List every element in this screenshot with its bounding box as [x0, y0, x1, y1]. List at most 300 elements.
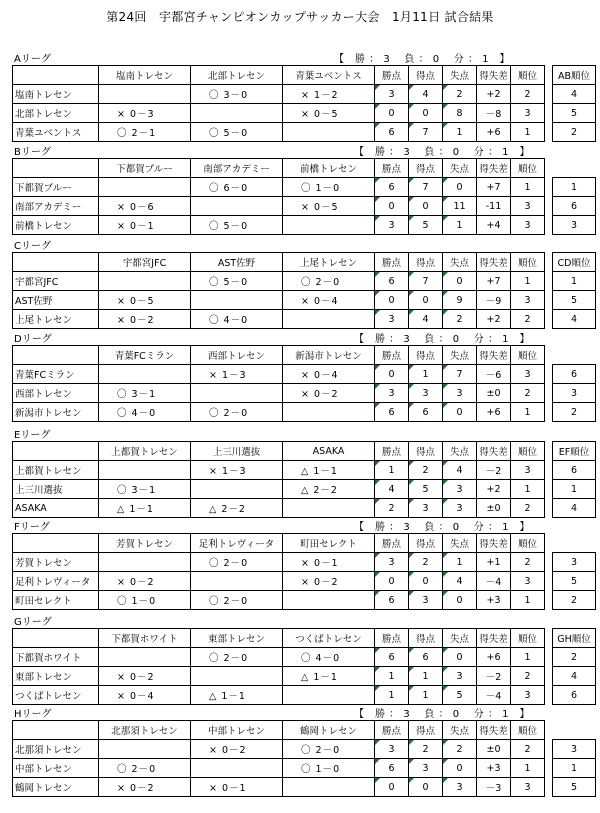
stat-header: 勝点: [375, 66, 409, 85]
team-name: 上都賀トレセン: [13, 461, 99, 480]
stat-value: 3: [443, 384, 477, 403]
stat-value: +3: [477, 759, 511, 778]
team-name: 中部トレセン: [13, 759, 99, 778]
stat-value: 6: [375, 178, 409, 197]
stat-value: 0: [375, 104, 409, 123]
group-rank-value: 6: [553, 686, 596, 705]
stat-value: +2: [477, 85, 511, 104]
stat-value: －4: [477, 572, 511, 591]
stat-value: 2: [511, 310, 545, 329]
stat-value: 3: [375, 85, 409, 104]
group-rank-value: 1: [553, 759, 596, 778]
stat-value: 6: [409, 648, 443, 667]
team-name: AST佐野: [13, 291, 99, 310]
stat-value: 7: [443, 365, 477, 384]
stat-value: +1: [477, 553, 511, 572]
team-column-header: 塩南トレセン: [99, 66, 191, 85]
group-rank-header: EF順位: [553, 442, 596, 461]
match-result: × 0－5: [99, 291, 191, 310]
team-name: 北那須トレセン: [13, 740, 99, 759]
spacer: [545, 384, 553, 403]
stat-value: 2: [409, 740, 443, 759]
stat-value: +6: [477, 403, 511, 422]
stat-header: 得失差: [477, 534, 511, 553]
group-rank-header: GH順位: [553, 629, 596, 648]
match-result: 〇 2－0: [99, 759, 191, 778]
stat-header: 得点: [409, 253, 443, 272]
self-cell: [99, 85, 191, 104]
stat-value: 2: [511, 667, 545, 686]
match-result: 〇 3－1: [99, 480, 191, 499]
spacer: [545, 740, 553, 759]
group-rank-value: 4: [553, 667, 596, 686]
match-result: 〇 1－0: [283, 759, 375, 778]
match-result: 〇 5－0: [191, 216, 283, 235]
stat-value: 6: [375, 759, 409, 778]
group-rank-value: 1: [553, 178, 596, 197]
spacer: [545, 721, 553, 740]
stat-value: 2: [511, 740, 545, 759]
table-row: [13, 480, 596, 499]
table-row: [13, 403, 596, 422]
corner-cell: [13, 629, 99, 648]
stat-header: 勝点: [375, 534, 409, 553]
group-rank-value: 4: [553, 499, 596, 518]
stat-header: 失点: [443, 66, 477, 85]
stat-header: 順位: [511, 629, 545, 648]
stat-value: 1: [443, 123, 477, 142]
team-column-header: 青葉ユベントス: [283, 66, 375, 85]
header-row: [13, 721, 596, 740]
team-column-header: 芳賀トレセン: [99, 534, 191, 553]
stat-header: 順位: [511, 66, 545, 85]
spacer: [545, 480, 553, 499]
stat-value: 1: [409, 686, 443, 705]
stat-value: 0: [409, 197, 443, 216]
self-cell: [191, 572, 283, 591]
table-row: [13, 591, 596, 610]
match-result: 〇 4－0: [283, 648, 375, 667]
stat-header: 得点: [409, 442, 443, 461]
group-rank-value: 2: [553, 648, 596, 667]
team-column-header: 新潟市トレセン: [283, 346, 375, 365]
table-row: [13, 572, 596, 591]
spacer: [545, 253, 553, 272]
table-row: [13, 197, 596, 216]
stat-value: 2: [443, 740, 477, 759]
stat-value: 6: [375, 591, 409, 610]
stat-value: 0: [443, 648, 477, 667]
stat-value: 0: [375, 365, 409, 384]
stat-value: 2: [443, 310, 477, 329]
match-result: × 1－2: [283, 85, 375, 104]
spacer: [545, 778, 553, 797]
corner-cell: [13, 534, 99, 553]
stat-header: 得失差: [477, 346, 511, 365]
stat-value: 2: [443, 85, 477, 104]
self-cell: [283, 686, 375, 705]
team-name: 芳賀トレセン: [13, 553, 99, 572]
stat-header: 得失差: [477, 253, 511, 272]
match-result: × 0－5: [283, 197, 375, 216]
team-name: 上三川選抜: [13, 480, 99, 499]
stat-value: 5: [409, 480, 443, 499]
group-rank-value: 3: [553, 216, 596, 235]
team-column-header: ASAKA: [283, 442, 375, 461]
self-cell: [283, 216, 375, 235]
group-rank-value: 3: [553, 553, 596, 572]
stat-value: －2: [477, 667, 511, 686]
match-result: × 0－2: [99, 572, 191, 591]
stat-value: +6: [477, 648, 511, 667]
corner-cell: [13, 253, 99, 272]
stat-value: 5: [443, 686, 477, 705]
match-result: △ 1－1: [99, 499, 191, 518]
stat-value: 0: [443, 591, 477, 610]
stat-value: 3: [443, 480, 477, 499]
match-result: × 1－3: [191, 461, 283, 480]
stat-value: 0: [375, 572, 409, 591]
match-result: 〇 5－0: [191, 123, 283, 142]
match-result: 〇 2－0: [191, 553, 283, 572]
stat-header: 失点: [443, 534, 477, 553]
stat-value: 1: [375, 686, 409, 705]
stat-value: 0: [443, 759, 477, 778]
group-rank-value: 2: [553, 591, 596, 610]
match-result: △ 2－2: [191, 499, 283, 518]
stat-header: 得失差: [477, 442, 511, 461]
match-result: 〇 1－0: [283, 178, 375, 197]
self-cell: [99, 648, 191, 667]
stat-header: 勝点: [375, 253, 409, 272]
team-column-header: 青葉FCミラン: [99, 346, 191, 365]
spacer: [553, 159, 596, 178]
table-row: [13, 123, 596, 142]
team-column-header: 町田セレクト: [283, 534, 375, 553]
group-rank-value: 6: [553, 461, 596, 480]
stat-value: ±0: [477, 740, 511, 759]
table-row: [13, 310, 596, 329]
match-result: 〇 6－0: [191, 178, 283, 197]
stat-value: －4: [477, 686, 511, 705]
team-name: 足利トレヴィータ: [13, 572, 99, 591]
corner-cell: [13, 66, 99, 85]
table-row: [13, 740, 596, 759]
group-rank-value: 5: [553, 572, 596, 591]
stat-value: 3: [443, 667, 477, 686]
stat-value: 3: [511, 686, 545, 705]
stat-value: 4: [409, 310, 443, 329]
spacer: [553, 534, 596, 553]
stat-value: 0: [443, 403, 477, 422]
stat-value: 1: [511, 591, 545, 610]
stat-value: 0: [443, 178, 477, 197]
group-rank-value: 5: [553, 291, 596, 310]
team-name: 宇都宮JFC: [13, 272, 99, 291]
stat-value: ±0: [477, 384, 511, 403]
corner-cell: [13, 721, 99, 740]
stat-value: 1: [511, 272, 545, 291]
match-result: 〇 2－0: [191, 403, 283, 422]
match-result: × 0－4: [283, 291, 375, 310]
stat-value: 3: [375, 310, 409, 329]
header-row: [13, 629, 596, 648]
stat-header: 得点: [409, 346, 443, 365]
stat-value: 3: [511, 461, 545, 480]
points-rule: 【 勝 ： 3 負 ： 0 分 ： 1 】: [334, 54, 511, 65]
stat-value: 1: [443, 216, 477, 235]
team-name: 南部アカデミー: [13, 197, 99, 216]
stat-header: 得失差: [477, 629, 511, 648]
match-result: 〇 3－0: [191, 85, 283, 104]
league-name: Aリーグ: [14, 54, 99, 66]
league-name: Bリーグ: [14, 147, 99, 159]
header-row: [13, 253, 596, 272]
self-cell: [283, 310, 375, 329]
table-row: [13, 759, 596, 778]
team-column-header: 西部トレセン: [191, 346, 283, 365]
team-name: 前橋トレセン: [13, 216, 99, 235]
stat-value: 3: [375, 216, 409, 235]
team-column-header: 下都賀ホワイト: [99, 629, 191, 648]
header-row: [13, 442, 596, 461]
match-result: × 0－2: [99, 778, 191, 797]
stat-value: 3: [409, 384, 443, 403]
stat-value: －6: [477, 365, 511, 384]
match-result: × 0－1: [283, 553, 375, 572]
match-result: 〇 3－1: [99, 384, 191, 403]
team-name: 新潟市トレセン: [13, 403, 99, 422]
team-column-header: 上尾トレセン: [283, 253, 375, 272]
spacer: [545, 442, 553, 461]
table-row: [13, 272, 596, 291]
stat-value: 4: [375, 480, 409, 499]
match-result: × 0－3: [99, 104, 191, 123]
stat-value: 3: [511, 572, 545, 591]
stat-header: 得点: [409, 721, 443, 740]
team-name: 上尾トレセン: [13, 310, 99, 329]
spacer: [545, 123, 553, 142]
stat-value: 3: [511, 291, 545, 310]
match-result: × 0－2: [191, 740, 283, 759]
self-cell: [191, 480, 283, 499]
self-cell: [191, 667, 283, 686]
match-result: × 0－6: [99, 197, 191, 216]
team-name: つくばトレセン: [13, 686, 99, 705]
spacer: [545, 365, 553, 384]
spacer: [545, 759, 553, 778]
stat-value: 0: [409, 572, 443, 591]
points-rule: 【 勝 ： 3 負 ： 0 分 ： 1 】: [354, 334, 531, 345]
stat-value: 2: [511, 384, 545, 403]
league-table: [12, 628, 596, 705]
stat-header: 失点: [443, 159, 477, 178]
stat-value: 6: [375, 272, 409, 291]
stat-header: 得失差: [477, 721, 511, 740]
stat-header: 順位: [511, 346, 545, 365]
header-row: [13, 346, 596, 365]
spacer: [545, 648, 553, 667]
match-result: 〇 2－0: [283, 740, 375, 759]
stat-value: 6: [375, 123, 409, 142]
team-column-header: 南部アカデミー: [191, 159, 283, 178]
stat-header: 順位: [511, 442, 545, 461]
match-result: △ 1－1: [191, 686, 283, 705]
self-cell: [283, 403, 375, 422]
stat-value: 6: [375, 403, 409, 422]
self-cell: [283, 499, 375, 518]
match-result: × 0－2: [283, 384, 375, 403]
league-table: [12, 158, 596, 235]
team-name: 東部トレセン: [13, 667, 99, 686]
team-name: 下都賀ホワイト: [13, 648, 99, 667]
match-result: × 1－3: [191, 365, 283, 384]
group-rank-value: 4: [553, 85, 596, 104]
group-rank-value: 5: [553, 104, 596, 123]
league-table: [12, 345, 596, 422]
spacer: [545, 216, 553, 235]
points-rule: 【 勝 ： 3 負 ： 0 分 ： 1 】: [354, 147, 531, 158]
stat-value: 7: [409, 178, 443, 197]
match-result: 〇 2－1: [99, 123, 191, 142]
stat-value: 3: [511, 365, 545, 384]
stat-header: 得点: [409, 159, 443, 178]
team-name: 町田セレクト: [13, 591, 99, 610]
league-table: [12, 533, 596, 610]
stat-header: 得失差: [477, 66, 511, 85]
league-name: Fリーグ: [14, 522, 99, 534]
team-name: 鶴岡トレセン: [13, 778, 99, 797]
spacer: [545, 403, 553, 422]
self-cell: [283, 123, 375, 142]
match-result: 〇 5－0: [191, 272, 283, 291]
team-column-header: 北那須トレセン: [99, 721, 191, 740]
stat-value: 6: [375, 648, 409, 667]
self-cell: [191, 291, 283, 310]
stat-value: 4: [443, 572, 477, 591]
table-row: [13, 667, 596, 686]
stat-value: 8: [443, 104, 477, 123]
header-row: [13, 534, 596, 553]
stat-value: +6: [477, 123, 511, 142]
stat-value: 7: [409, 272, 443, 291]
league-name: Cリーグ: [14, 241, 99, 253]
table-row: [13, 384, 596, 403]
team-column-header: 鶴岡トレセン: [283, 721, 375, 740]
stat-value: 1: [443, 553, 477, 572]
stat-value: 3: [409, 591, 443, 610]
self-cell: [99, 178, 191, 197]
stat-header: 失点: [443, 346, 477, 365]
stat-value: 7: [409, 123, 443, 142]
stat-header: 勝点: [375, 629, 409, 648]
stat-header: 得点: [409, 66, 443, 85]
stat-value: 3: [511, 778, 545, 797]
stat-header: 順位: [511, 534, 545, 553]
team-name: ASAKA: [13, 499, 99, 518]
match-result: × 0－4: [283, 365, 375, 384]
table-row: [13, 778, 596, 797]
league-table: [12, 441, 596, 518]
spacer: [545, 346, 553, 365]
stat-header: 失点: [443, 721, 477, 740]
table-row: [13, 291, 596, 310]
spacer: [553, 346, 596, 365]
table-row: [13, 104, 596, 123]
stat-value: 5: [409, 216, 443, 235]
spacer: [545, 159, 553, 178]
stat-value: 0: [443, 272, 477, 291]
group-rank-value: 3: [553, 740, 596, 759]
stat-header: 得点: [409, 629, 443, 648]
match-result: × 0－1: [191, 778, 283, 797]
team-column-header: 前橋トレセン: [283, 159, 375, 178]
team-name: 青葉ユベントス: [13, 123, 99, 142]
group-rank-value: 1: [553, 480, 596, 499]
match-result: △ 1－1: [283, 461, 375, 480]
table-row: [13, 648, 596, 667]
spacer: [545, 499, 553, 518]
self-cell: [191, 104, 283, 123]
spacer: [545, 629, 553, 648]
stat-value: 2: [511, 499, 545, 518]
team-column-header: 宇都宮JFC: [99, 253, 191, 272]
table-row: [13, 216, 596, 235]
league-name: Dリーグ: [14, 334, 99, 346]
match-result: △ 2－2: [283, 480, 375, 499]
stat-value: 1: [511, 178, 545, 197]
stat-value: 3: [511, 197, 545, 216]
team-column-header: 北部トレセン: [191, 66, 283, 85]
stat-value: 3: [443, 778, 477, 797]
spacer: [545, 197, 553, 216]
stat-value: ±0: [477, 499, 511, 518]
table-row: [13, 178, 596, 197]
stat-value: 0: [409, 291, 443, 310]
corner-cell: [13, 159, 99, 178]
match-result: 〇 2－0: [191, 591, 283, 610]
page-title: 第24回 宇都宮チャンピオンカップサッカー大会 1月11日 試合結果: [106, 10, 494, 24]
spacer: [545, 272, 553, 291]
match-result: × 0－2: [99, 310, 191, 329]
group-rank-value: 2: [553, 403, 596, 422]
stat-value: 0: [409, 778, 443, 797]
spacer: [545, 310, 553, 329]
stat-value: 0: [409, 104, 443, 123]
match-result: × 0－2: [283, 572, 375, 591]
spacer: [545, 553, 553, 572]
self-cell: [99, 461, 191, 480]
stat-header: 勝点: [375, 346, 409, 365]
group-rank-value: 5: [553, 778, 596, 797]
stat-value: －3: [477, 778, 511, 797]
team-name: 下都賀ブルー: [13, 178, 99, 197]
table-row: [13, 553, 596, 572]
stat-value: 11: [443, 197, 477, 216]
group-rank-value: 1: [553, 272, 596, 291]
stat-value: 1: [409, 365, 443, 384]
stat-value: 3: [511, 104, 545, 123]
spacer: [545, 591, 553, 610]
stat-value: 1: [511, 480, 545, 499]
stat-value: +4: [477, 216, 511, 235]
stat-header: 失点: [443, 253, 477, 272]
team-column-header: 上都賀トレセン: [99, 442, 191, 461]
self-cell: [191, 197, 283, 216]
team-name: 北部トレセン: [13, 104, 99, 123]
stat-value: +2: [477, 480, 511, 499]
match-result: 〇 2－0: [283, 272, 375, 291]
